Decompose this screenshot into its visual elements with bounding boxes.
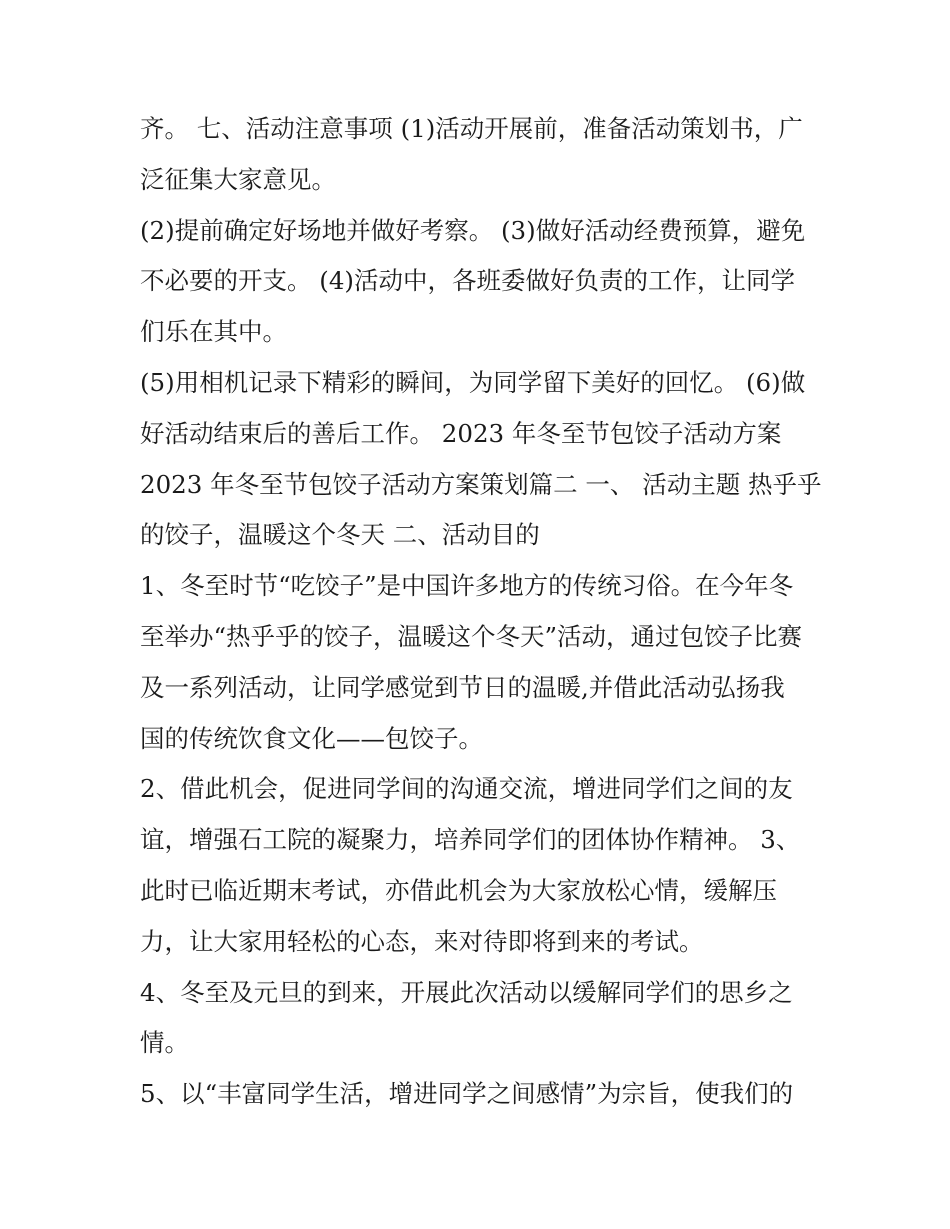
text-line: 力，让大家用轻松的心态，来对待即将到来的考试。 xyxy=(140,926,704,956)
text-line: 的饺子，温暖这个冬天 二、活动目的 xyxy=(140,520,540,550)
text-line: 此时已临近期末考试，亦借此机会为大家放松心情，缓解压 xyxy=(140,875,777,905)
text-line: 泛征集大家意见。 xyxy=(140,164,336,194)
text-line: 情。 xyxy=(140,1028,189,1058)
text-line: 5、以“丰富同学生活，增进同学之间感情”为宗旨，使我们的 xyxy=(140,1079,794,1109)
text-line: 国的传统饮食文化——包饺子。 xyxy=(140,723,483,753)
text-line: 不必要的开支。 (4)活动中，各班委做好负责的工作，让同学 xyxy=(140,266,795,296)
text-line: (2)提前确定好场地并做好考察。 (3)做好活动经费预算，避免 xyxy=(140,215,806,245)
text-line: 及一系列活动，让同学感觉到节日的温暖,并借此活动弘扬我 xyxy=(140,672,785,702)
text-line: 好活动结束后的善后工作。 2023 年冬至节包饺子活动方案 xyxy=(140,418,782,448)
text-line: 谊，增强石工院的凝聚力，培养同学们的团体协作精神。 3、 xyxy=(140,825,801,855)
text-line: (5)用相机记录下精彩的瞬间，为同学留下美好的回忆。 (6)做 xyxy=(140,367,806,397)
text-line: 们乐在其中。 xyxy=(140,317,287,347)
text-line: 1、冬至时节“吃饺子”是中国许多地方的传统习俗。在今年冬 xyxy=(140,571,794,601)
text-line: 2023 年冬至节包饺子活动方案策划篇二 一、 活动主题 热乎乎 xyxy=(140,469,822,499)
text-line: 4、冬至及元旦的到来，开展此次活动以缓解同学们的思乡之 xyxy=(140,977,793,1007)
text-line: 齐。 七、活动注意事项 (1)活动开展前，准备活动策划书，广 xyxy=(140,114,803,143)
text-line: 2、借此机会，促进同学间的沟通交流，增进同学们之间的友 xyxy=(140,774,793,804)
document-body xyxy=(140,104,830,1120)
text-line: 至举办“热乎乎的饺子，温暖这个冬天”活动，通过包饺子比赛 xyxy=(140,621,803,651)
